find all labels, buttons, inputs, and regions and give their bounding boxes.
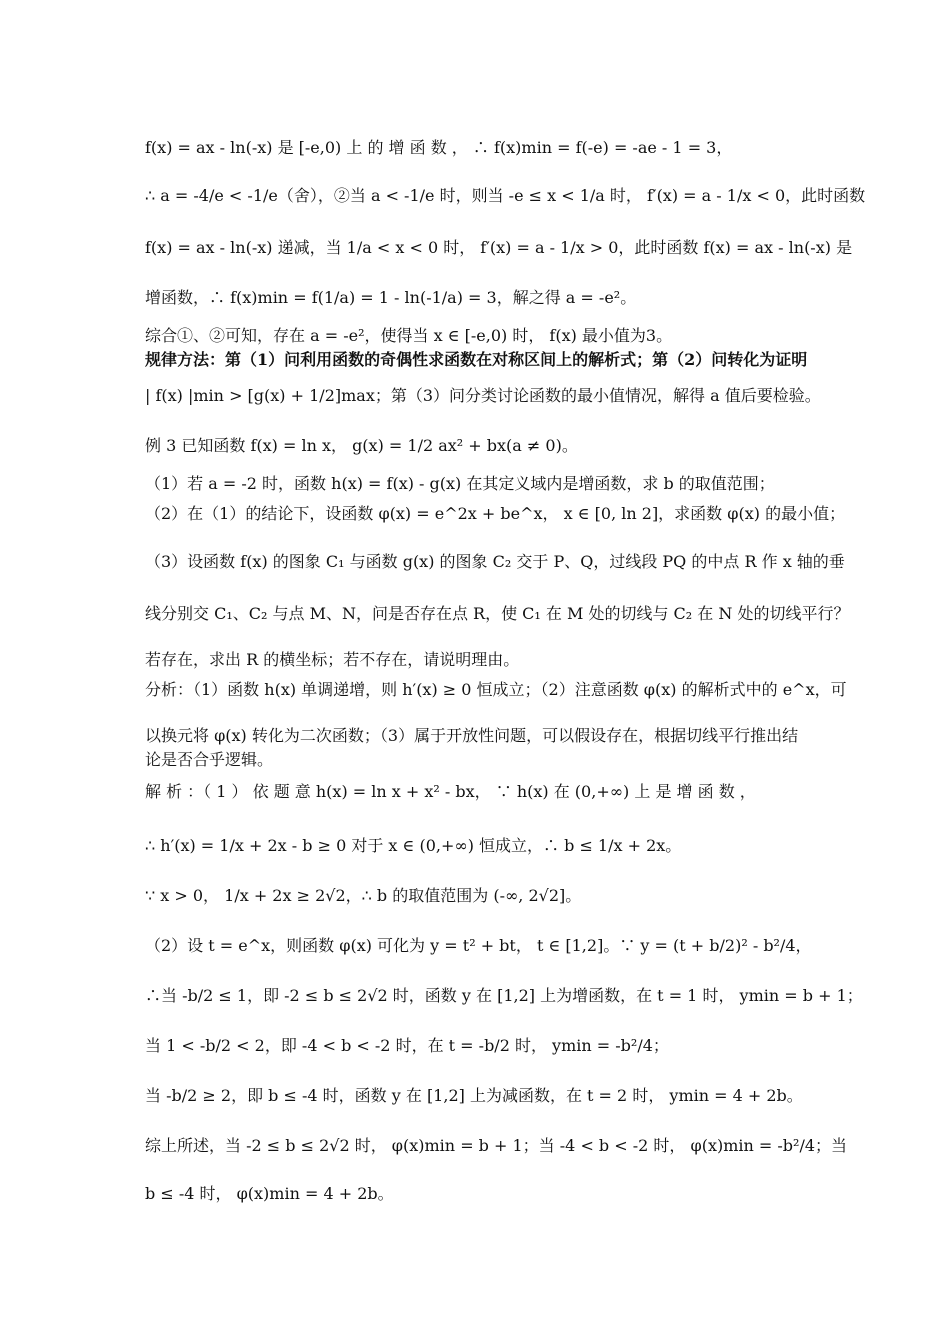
text-line: ∴当 -b/2 ≤ 1，即 -2 ≤ b ≤ 2√2 时，函数 y 在 [1,2] 上为增函数，在 t = 1 时， ymin = b + 1； bbox=[145, 986, 863, 1005]
text-line: 分析：（1）函数 h(x) 单调递增，则 h′(x) ≥ 0 恒成立；（2）注意函数 φ(x) 的解析式中的 e^x，可 bbox=[145, 680, 847, 699]
text-line: b ≤ -4 时， φ(x)min = 4 + 2b。 bbox=[145, 1184, 394, 1203]
text-line: 综合①、②可知，存在 a = -e²，使得当 x ∈ [-e,0) 时， f(x) 最小值为3。 bbox=[145, 326, 673, 345]
text-line: 例 3 已知函数 f(x) = ln x， g(x) = 1/2 ax² + bx(a ≠ 0)。 bbox=[145, 436, 578, 455]
text-line: （2）在（1）的结论下，设函数 φ(x) = e^2x + be^x， x ∈ [0, ln 2]，求函数 φ(x) 的最小值； bbox=[145, 504, 846, 523]
text-line: 解 析 ：（ 1 ） 依 题 意 h(x) = ln x + x² - bx， ∵ h(x) 在 (0,+∞) 上 是 增 函 数 ， bbox=[145, 782, 756, 801]
text-line: ∵ x > 0， 1/x + 2x ≥ 2√2，∴ b 的取值范围为 (-∞, 2√2]。 bbox=[145, 886, 582, 905]
text-line: 增函数，∴ f(x)min = f(1/a) = 1 - ln(-1/a) = 3，解之得 a = -e²。 bbox=[145, 288, 637, 307]
text-line: 若存在，求出 R 的横坐标；若不存在，请说明理由。 bbox=[145, 650, 520, 669]
text-line: 线分别交 C₁、C₂ 与点 M、N，问是否存在点 R，使 C₁ 在 M 处的切线与 C₂ 在 N 处的切线平行？ bbox=[145, 604, 850, 623]
text-line: 当 1 < -b/2 < 2，即 -4 < b < -2 时，在 t = -b/2 时， ymin = -b²/4； bbox=[145, 1036, 669, 1055]
text-line: （1）若 a = -2 时，函数 h(x) = f(x) - g(x) 在其定义域内是增函数，求 b 的取值范围； bbox=[145, 474, 775, 493]
text-line: 论是否合乎逻辑。 bbox=[145, 750, 274, 769]
text-line: 综上所述，当 -2 ≤ b ≤ 2√2 时， φ(x)min = b + 1；当 -4 < b < -2 时， φ(x)min = -b²/4；当 bbox=[145, 1136, 848, 1155]
text-line: 以换元将 φ(x) 转化为二次函数；（3）属于开放性问题，可以假设存在，根据切线平行推出结 bbox=[145, 726, 799, 745]
text-line: f(x) = ax - ln(-x) 递减，当 1/a < x < 0 时， f′(x) = a - 1/x > 0，此时函数 f(x) = ax - ln(-x) 是 bbox=[145, 238, 853, 257]
text-line: | f(x) |min > [g(x) + 1/2]max；第（3）问分类讨论函数的最小值情况，解得 a 值后要检验。 bbox=[145, 386, 821, 405]
text-line: f(x) = ax - ln(-x) 是 [-e,0) 上 的 增 函 数 ， ∴ f(x)min = f(-e) = -ae - 1 = 3， bbox=[145, 138, 733, 157]
text-line: 规律方法：第（1）问利用函数的奇偶性求函数在对称区间上的解析式；第（2）问转化为证明 bbox=[145, 350, 808, 369]
text-line: 当 -b/2 ≥ 2，即 b ≤ -4 时，函数 y 在 [1,2] 上为减函数，在 t = 2 时， ymin = 4 + 2b。 bbox=[145, 1086, 803, 1105]
text-line: ∴ h′(x) = 1/x + 2x - b ≥ 0 对于 x ∈ (0,+∞) 恒成立，∴ b ≤ 1/x + 2x。 bbox=[145, 836, 682, 855]
text-line: （2）设 t = e^x，则函数 φ(x) 可化为 y = t² + bt， t ∈ [1,2]。∵ y = (t + b/2)² - b²/4， bbox=[145, 936, 812, 955]
text-line: （3）设函数 f(x) 的图象 C₁ 与函数 g(x) 的图象 C₂ 交于 P、Q，过线段 PQ 的中点 R 作 x 轴的垂 bbox=[145, 552, 845, 571]
text-line: ∴ a = -4/e < -1/e（舍），②当 a < -1/e 时，则当 -e ≤ x < 1/a 时， f′(x) = a - 1/x < 0，此时函数 bbox=[145, 186, 866, 205]
